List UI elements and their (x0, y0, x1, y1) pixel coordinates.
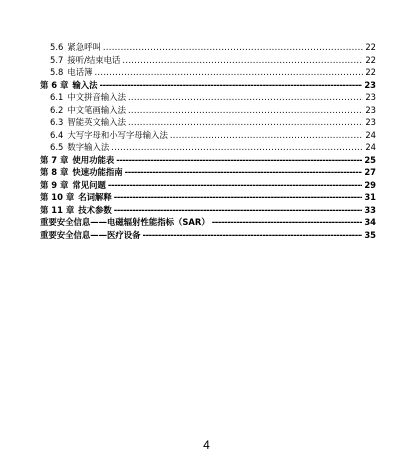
toc-entry[interactable] (40, 141, 376, 154)
toc-entry[interactable] (40, 129, 376, 142)
toc-appendix[interactable] (40, 216, 376, 229)
toc-entry-number: 6.3 (50, 117, 64, 127)
toc-entry-title: 接听/结束电话 (67, 54, 121, 65)
toc-chapter-title: 常见问题 (72, 179, 106, 190)
toc-entry-number: 5.8 (50, 67, 64, 77)
toc-chapter[interactable] (40, 154, 376, 167)
toc-leader-dots (111, 141, 363, 154)
toc-entry-number: 6.1 (50, 92, 64, 102)
page-number: 4 (203, 438, 210, 452)
toc-entry-page: 23 (365, 92, 376, 102)
toc-entry-number: 6.4 (50, 129, 64, 140)
toc-entry-page: 22 (365, 42, 376, 52)
toc-entry-title: 电话簿 (67, 67, 93, 77)
toc-chapter-number: 第 11 章 (40, 204, 75, 215)
toc-chapter-page: 33 (364, 204, 376, 215)
toc-chapter[interactable] (40, 179, 376, 192)
toc-chapter-page: 27 (364, 167, 376, 177)
toc-chapter-number: 第 6 章 (40, 79, 69, 90)
toc-chapter-page: 31 (364, 192, 376, 202)
toc-chapter-title: 技术参数 (78, 204, 112, 215)
toc-chapter-number: 第 7 章 (40, 154, 69, 165)
toc-leader-dashes (114, 204, 363, 217)
toc-chapter-number: 第 10 章 (40, 192, 75, 202)
toc-chapter-number: 第 8 章 (40, 167, 69, 177)
toc-entry-title: 大写字母和小写字母输入法 (67, 129, 168, 140)
toc-leader-dots (128, 91, 363, 104)
toc-entry-page: 24 (365, 142, 376, 152)
table-of-contents (40, 41, 376, 241)
toc-entry[interactable] (40, 116, 376, 129)
toc-chapter[interactable] (40, 204, 376, 217)
toc-leader-dots (122, 54, 363, 67)
toc-entry-number: 6.5 (50, 142, 64, 152)
toc-entry[interactable] (40, 41, 376, 54)
toc-entry-page: 23 (365, 104, 376, 115)
toc-chapter-page: 29 (364, 179, 376, 190)
toc-entry-number: 5.7 (50, 54, 64, 65)
toc-appendix-page: 35 (364, 229, 376, 240)
toc-appendix-title: 重要安全信息——电磁辐射性能指标（SAR） (40, 217, 210, 227)
toc-entry-page: 24 (365, 129, 376, 140)
toc-leader-dashes (108, 179, 362, 192)
toc-entry-title: 中文拼音输入法 (67, 92, 126, 102)
toc-entry[interactable] (40, 66, 376, 79)
toc-leader-dashes (212, 216, 363, 229)
toc-leader-dashes (114, 191, 363, 204)
toc-entry-page: 22 (365, 54, 376, 65)
toc-entry-number: 6.2 (50, 104, 64, 115)
toc-entry-title: 智能英文输入法 (67, 117, 126, 127)
toc-leader-dots (94, 66, 363, 79)
toc-chapter-number: 第 9 章 (40, 179, 69, 190)
toc-leader-dots (128, 104, 363, 117)
toc-entry-page: 22 (365, 67, 376, 77)
toc-entry-title: 紧急呼叫 (67, 42, 101, 52)
toc-chapter-title: 使用功能表 (72, 154, 115, 165)
toc-entry[interactable] (40, 91, 376, 104)
toc-chapter-page: 25 (364, 154, 376, 165)
toc-entry-title: 数字输入法 (67, 142, 110, 152)
toc-chapter[interactable] (40, 166, 376, 179)
toc-leader-dashes (116, 154, 362, 167)
toc-appendix-page: 34 (364, 217, 376, 227)
toc-leader-dots (103, 41, 364, 54)
toc-entry-title: 中文笔画输入法 (67, 104, 126, 115)
toc-appendix[interactable] (40, 229, 376, 242)
toc-leader-dashes (125, 166, 363, 179)
toc-leader-dots (128, 116, 363, 129)
toc-chapter-title: 输入法 (72, 79, 98, 90)
toc-chapter-title: 名词解释 (78, 192, 112, 202)
toc-appendix-title: 重要安全信息——医疗设备 (40, 229, 141, 240)
toc-leader-dashes (143, 229, 363, 242)
toc-entry-number: 5.6 (50, 42, 64, 52)
toc-leader-dots (170, 129, 364, 142)
toc-entry-page: 23 (365, 117, 376, 127)
toc-entry[interactable] (40, 104, 376, 117)
toc-entry[interactable] (40, 54, 376, 67)
toc-chapter-page: 23 (364, 79, 376, 90)
toc-chapter[interactable] (40, 191, 376, 204)
toc-leader-dashes (100, 79, 363, 92)
toc-chapter-title: 快速功能指南 (72, 167, 123, 177)
toc-chapter[interactable] (40, 79, 376, 92)
